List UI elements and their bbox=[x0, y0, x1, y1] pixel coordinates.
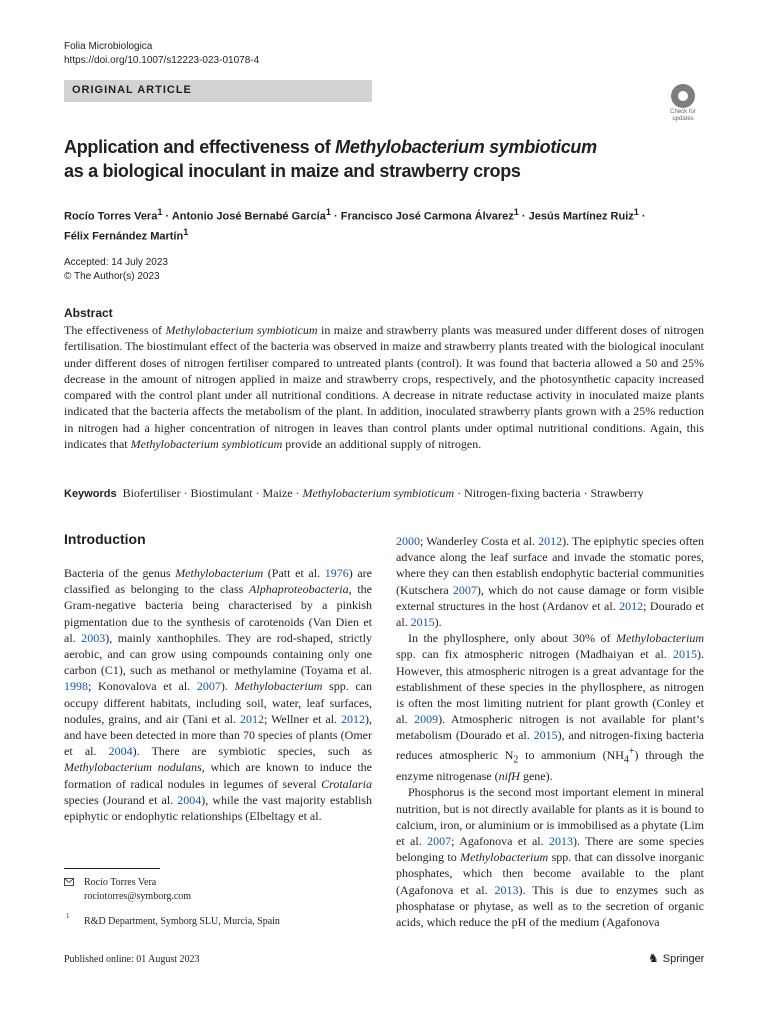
author[interactable]: Félix Fernández Martín bbox=[64, 230, 184, 243]
citation-link[interactable]: 2015 bbox=[410, 615, 435, 630]
text: ; Wellner et al. bbox=[263, 711, 342, 726]
text: spp. can occupy different habitats, including soil, water, leaf surfaces, nodules, grains, and air (Tani et al. bbox=[64, 679, 372, 726]
italic: Methylobacterium bbox=[616, 631, 704, 646]
abstract-seg: provide an additional supply of nitrogen. bbox=[282, 437, 482, 452]
text: , which are known to induce the formation of radical nodules in legumes of several bbox=[64, 760, 372, 791]
accepted-date: Accepted: 14 July 2023 bbox=[64, 257, 168, 268]
citation-link[interactable]: 2004 bbox=[108, 744, 133, 759]
journal-name: Folia Microbiologica bbox=[64, 41, 153, 52]
text: Bacteria of the genus bbox=[64, 566, 176, 580]
citation-link[interactable]: 2003 bbox=[81, 630, 106, 645]
text: spp. that can dissolve inorganic phosphates, which then become available to the plant (Agafonova et al. bbox=[396, 850, 705, 897]
text: ). This is due to enzymes such as phosphatase or phytase, as well as to the secretion of organic acids, which reduce the pH of the medium (Agafonova bbox=[396, 882, 704, 930]
footnote-rule bbox=[64, 868, 160, 869]
publisher-name: Springer bbox=[662, 953, 705, 965]
aff-mark: 1 bbox=[183, 226, 189, 237]
introduction-heading: Introduction bbox=[64, 531, 146, 547]
italic: Alphaproteobacteria bbox=[249, 582, 349, 597]
text: ), while the vast majority establish epiphytic or endophytic relationships (Elbeltagy et al. bbox=[64, 792, 372, 824]
text: ), which do not cause damage or form visible external structures in the host (Ardanov et al. bbox=[396, 582, 705, 613]
publisher-logo bbox=[648, 951, 704, 965]
corresponding-author-email[interactable]: rociotorres@symborg.com bbox=[84, 891, 192, 902]
citation-link[interactable]: 2012 bbox=[538, 534, 563, 548]
published-date: Published online: 01 August 2023 bbox=[64, 954, 200, 965]
paragraph bbox=[396, 784, 704, 930]
paragraph bbox=[396, 533, 704, 630]
citation-link[interactable]: 2009 bbox=[414, 712, 439, 727]
text: ; Dourado et al. bbox=[396, 598, 704, 630]
title-species: Methylobacterium symbioticum bbox=[335, 137, 597, 157]
citation-link[interactable]: 2004 bbox=[177, 792, 202, 807]
text: ). Atmospheric nitrogen is not available for plant’s metabolism (Dourado et al. bbox=[396, 712, 704, 743]
author[interactable]: Antonio José Bernabé García bbox=[171, 210, 326, 223]
text: spp. can fix atmospheric nitrogen (Madhaiyan et al. bbox=[396, 647, 673, 662]
article-type-band bbox=[64, 80, 372, 102]
text: ). However, this atmospheric nitrogen is a great advantage for the establishment of these species in the phyllosphere, as nitrogen is often the most limiting nutrient for plant growth (Conley et al. bbox=[396, 647, 704, 727]
text: ), and have been detected in more than 70 species of plants (Omer et al. bbox=[64, 711, 373, 759]
separator: · bbox=[518, 210, 529, 223]
intro-right-column bbox=[396, 533, 704, 930]
paragraph bbox=[64, 565, 372, 824]
doi-link[interactable]: https://doi.org/10.1007/s12223-023-01078-4 bbox=[64, 55, 260, 66]
springer-horse-icon: ♞ bbox=[648, 951, 659, 965]
italic: Methylobacterium bbox=[175, 566, 264, 580]
abstract-seg: The effectiveness of bbox=[64, 323, 166, 337]
author-list bbox=[64, 205, 704, 244]
corresponding-author-name: Rocío Torres Vera bbox=[84, 877, 157, 888]
keywords-label: Keywords bbox=[64, 488, 117, 500]
text: (Patt et al. bbox=[263, 566, 325, 580]
text: ) through the enzyme nitrogenase ( bbox=[396, 747, 704, 784]
affiliation: R&D Department, Symborg SLU, Murcia, Spain bbox=[84, 916, 280, 927]
abstract-species: Methylobacterium symbioticum bbox=[130, 437, 283, 452]
abstract-text bbox=[64, 322, 704, 452]
text: ), mainly xanthophiles. They are rod-shaped, strictly aerobic, and can grow using compounds containing only one carbon (C1), such as methanol or methylamine (Toyama et al. bbox=[64, 630, 372, 678]
affiliation-number: 1 bbox=[66, 912, 70, 920]
text: ). There are symbiotic species, such as bbox=[132, 744, 372, 759]
article-type: ORIGINAL ARTICLE bbox=[72, 84, 192, 96]
citation-link[interactable]: 1998 bbox=[64, 679, 88, 694]
citation-link[interactable]: 2012 bbox=[619, 598, 644, 613]
text: ; Wanderley Costa et al. bbox=[420, 534, 539, 548]
title-part-2: as a biological inoculant in maize and strawberry crops bbox=[64, 161, 521, 181]
superscript: + bbox=[628, 745, 635, 757]
keywords-seg: · Nitrogen-fixing bacteria · Strawberry bbox=[454, 486, 644, 500]
abstract-species: Methylobacterium symbioticum bbox=[165, 323, 318, 337]
text: ), and nitrogen-fixing bacteria reduces atmospheric N bbox=[396, 728, 704, 762]
italic: nifH bbox=[498, 769, 520, 784]
citation-link[interactable]: 2007 bbox=[452, 582, 477, 597]
abstract-heading: Abstract bbox=[64, 306, 113, 320]
subscript: 4 bbox=[623, 754, 629, 766]
keywords-seg: Biofertiliser · Biostimulant · Maize · bbox=[122, 486, 303, 500]
italic: Methylobacterium bbox=[460, 850, 549, 865]
citation-link[interactable]: 2013 bbox=[549, 834, 574, 849]
citation-link[interactable]: 2013 bbox=[494, 882, 519, 897]
article-dates bbox=[64, 256, 168, 284]
aff-mark: 1 bbox=[633, 207, 639, 217]
text: In the phyllosphere, only about 30% of bbox=[408, 631, 617, 646]
text: ; Konovalova et al. bbox=[88, 679, 197, 694]
text: Phosphorus is the second most important element in mineral nutrition, but is not directly available for plants as it is bound to calcium, iron, or aluminium or is immobilised as a phytate (Lim et al. bbox=[396, 785, 704, 849]
subscript: 2 bbox=[513, 754, 519, 766]
text: ). bbox=[434, 615, 442, 630]
italic: Methylobacterium nodulans bbox=[64, 760, 202, 775]
title-part-1: Application and effectiveness of bbox=[64, 137, 336, 157]
article-title bbox=[64, 135, 704, 183]
text: to ammonium (NH bbox=[518, 747, 624, 762]
envelope-icon bbox=[64, 878, 74, 886]
text: ) are classified as belonging to the class bbox=[64, 566, 373, 597]
keywords-species: Methylobacterium symbioticum bbox=[302, 486, 455, 500]
citation-link[interactable]: 2015 bbox=[673, 647, 697, 662]
copyright: © The Author(s) 2023 bbox=[64, 271, 160, 282]
citation-link[interactable]: 1976 bbox=[324, 566, 349, 580]
citation-link[interactable]: 2015 bbox=[533, 728, 558, 743]
aff-mark: 1 bbox=[325, 207, 331, 217]
text: ). There are some species belonging to bbox=[396, 834, 705, 865]
check-for-updates-badge[interactable] bbox=[664, 84, 702, 124]
author[interactable]: Jesús Martínez Ruiz bbox=[528, 210, 634, 223]
crossmark-icon bbox=[671, 84, 695, 108]
separator: · bbox=[330, 210, 341, 223]
keywords bbox=[64, 485, 704, 502]
badge-line-1: Check for bbox=[670, 109, 696, 115]
italic: Crotalaria bbox=[321, 776, 372, 791]
abstract-seg: in maize and strawberry plants was measured under different doses of nitrogen fertilisation. The biostimulant effect of the bacteria was observed in maize and strawberry plants treated with the biological inoculant under different doses of nitrogen fertiliser compared to untreated plants (control). It was found that bacteria allowed a 50 and 25% decrease in the amount of nitrogen applied in maize and strawberry crops, respectively, and the photosynthetic capacity increased compared with the control plant under all nutritional conditions. A decrease in nitrate reductase activity in inoculated maize plants indicated that the bacteria affects the metabolism of the plant. In addition, inoculated strawberry plants grown with a 25% reduction in nitrogen had a higher concentration of nitrogen in leaves than control plants under optimal nutritional conditions. Again, this indicates that bbox=[64, 323, 704, 452]
aff-mark: 1 bbox=[157, 207, 163, 217]
paragraph bbox=[396, 630, 704, 784]
text: ). The epiphytic species often advance along the leaf surface and invade the stomatic pores, where they can then establish endophytic bacterial communities (Kutschera bbox=[396, 534, 704, 597]
aff-mark: 1 bbox=[513, 207, 519, 217]
text: ). bbox=[220, 679, 235, 694]
text: gene). bbox=[519, 769, 553, 784]
citation-link[interactable]: 2012 bbox=[239, 711, 264, 726]
citation-link[interactable]: 2007 bbox=[196, 679, 221, 694]
author[interactable]: Rocío Torres Vera bbox=[64, 210, 158, 223]
separator: · bbox=[162, 210, 172, 223]
author[interactable]: Francisco José Carmona Álvarez bbox=[340, 210, 514, 223]
citation-link[interactable]: 2000 bbox=[396, 534, 420, 548]
intro-left-column bbox=[64, 565, 372, 824]
citation-link[interactable]: 2012 bbox=[341, 711, 366, 726]
citation-link[interactable]: 2007 bbox=[427, 834, 452, 849]
text: , the Gram-negative bacteria being characterised by a pinkish pigmentation due to the synthesis of carotenoids (Van Dien et al. bbox=[64, 582, 372, 645]
italic: Methylobacterium bbox=[234, 679, 323, 694]
badge-line-2: updates bbox=[672, 116, 694, 122]
text: ; Agafonova et al. bbox=[451, 834, 550, 849]
text: species (Jourand et al. bbox=[64, 792, 178, 807]
separator: · bbox=[638, 210, 646, 223]
